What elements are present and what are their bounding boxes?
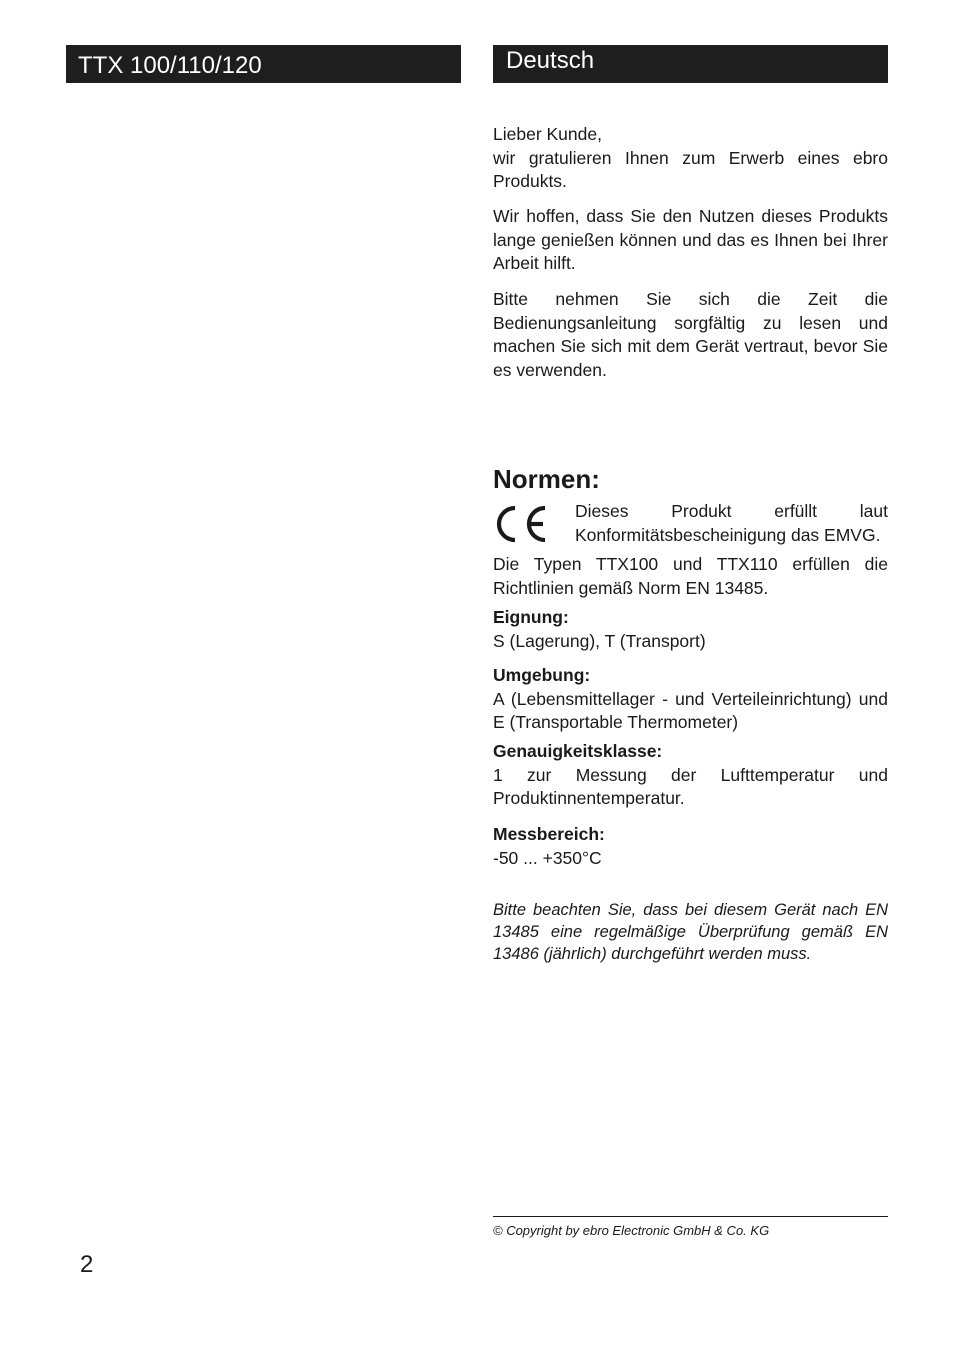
eignung-block xyxy=(493,606,888,653)
genauigkeit-label: Genauigkeitsklasse: xyxy=(493,741,663,761)
messbereich-label: Messbereich: xyxy=(493,824,605,844)
footer-divider xyxy=(493,1216,888,1217)
greeting-salutation: Lieber Kunde, xyxy=(493,124,602,144)
types-standard-text: Die Typen TTX100 und TTX110 erfüllen die Richtlinien gemäß Norm EN 13485. xyxy=(493,554,888,598)
intro-paragraph-manual: Bitte nehmen Sie sich die Zeit die Bedienungsanleitung sorgfältig zu lesen und machen Sie sich mit dem Gerät vertraut, bevor Sie es verwenden. xyxy=(493,289,888,380)
language-title: Deutsch xyxy=(506,47,595,74)
page-number: 2 xyxy=(80,1251,94,1278)
model-header-bar xyxy=(66,45,461,83)
messbereich-value: -50 ... +350°C xyxy=(493,847,602,868)
intro-paragraph-benefit: Wir hoffen, dass Sie den Nutzen dieses Produkts lange genießen können und das es Ihnen bei Ihrer Arbeit hilft. xyxy=(493,206,888,273)
greeting-block xyxy=(493,123,888,194)
genauigkeit-value: 1 zur Messung der Lufttemperatur und Produktinnentemperatur. xyxy=(493,764,888,808)
eignung-value: S (Lagerung), T (Transport) xyxy=(493,630,706,651)
umgebung-label: Umgebung: xyxy=(493,665,591,685)
eignung-label: Eignung: xyxy=(493,607,569,627)
umgebung-value: A (Lebensmittellager - und Verteileinrichtung) und E (Transportable Thermometer) xyxy=(493,688,888,732)
ce-mark-icon xyxy=(493,505,553,543)
umgebung-block xyxy=(493,664,888,735)
copyright-notice: © Copyright by ebro Electronic GmbH & Co. KG xyxy=(493,1223,770,1238)
ce-conformity-text: Dieses Produkt erfüllt laut Konformitätsbescheinigung das EMVG. xyxy=(575,501,888,545)
normen-heading: Normen: xyxy=(493,464,600,494)
messbereich-block xyxy=(493,823,888,870)
genauigkeit-block xyxy=(493,740,888,811)
inspection-note: Bitte beachten Sie, dass bei diesem Gerät nach EN 13485 eine regelmäßige Überprüfung gemäß EN 13486 (jährlich) durchgeführt werden muss. xyxy=(493,901,888,963)
greeting-congratulation: wir gratulieren Ihnen zum Erwerb eines ebro Produkts. xyxy=(493,147,888,191)
language-header-bar xyxy=(493,45,888,83)
model-title: TTX 100/110/120 xyxy=(78,52,262,79)
